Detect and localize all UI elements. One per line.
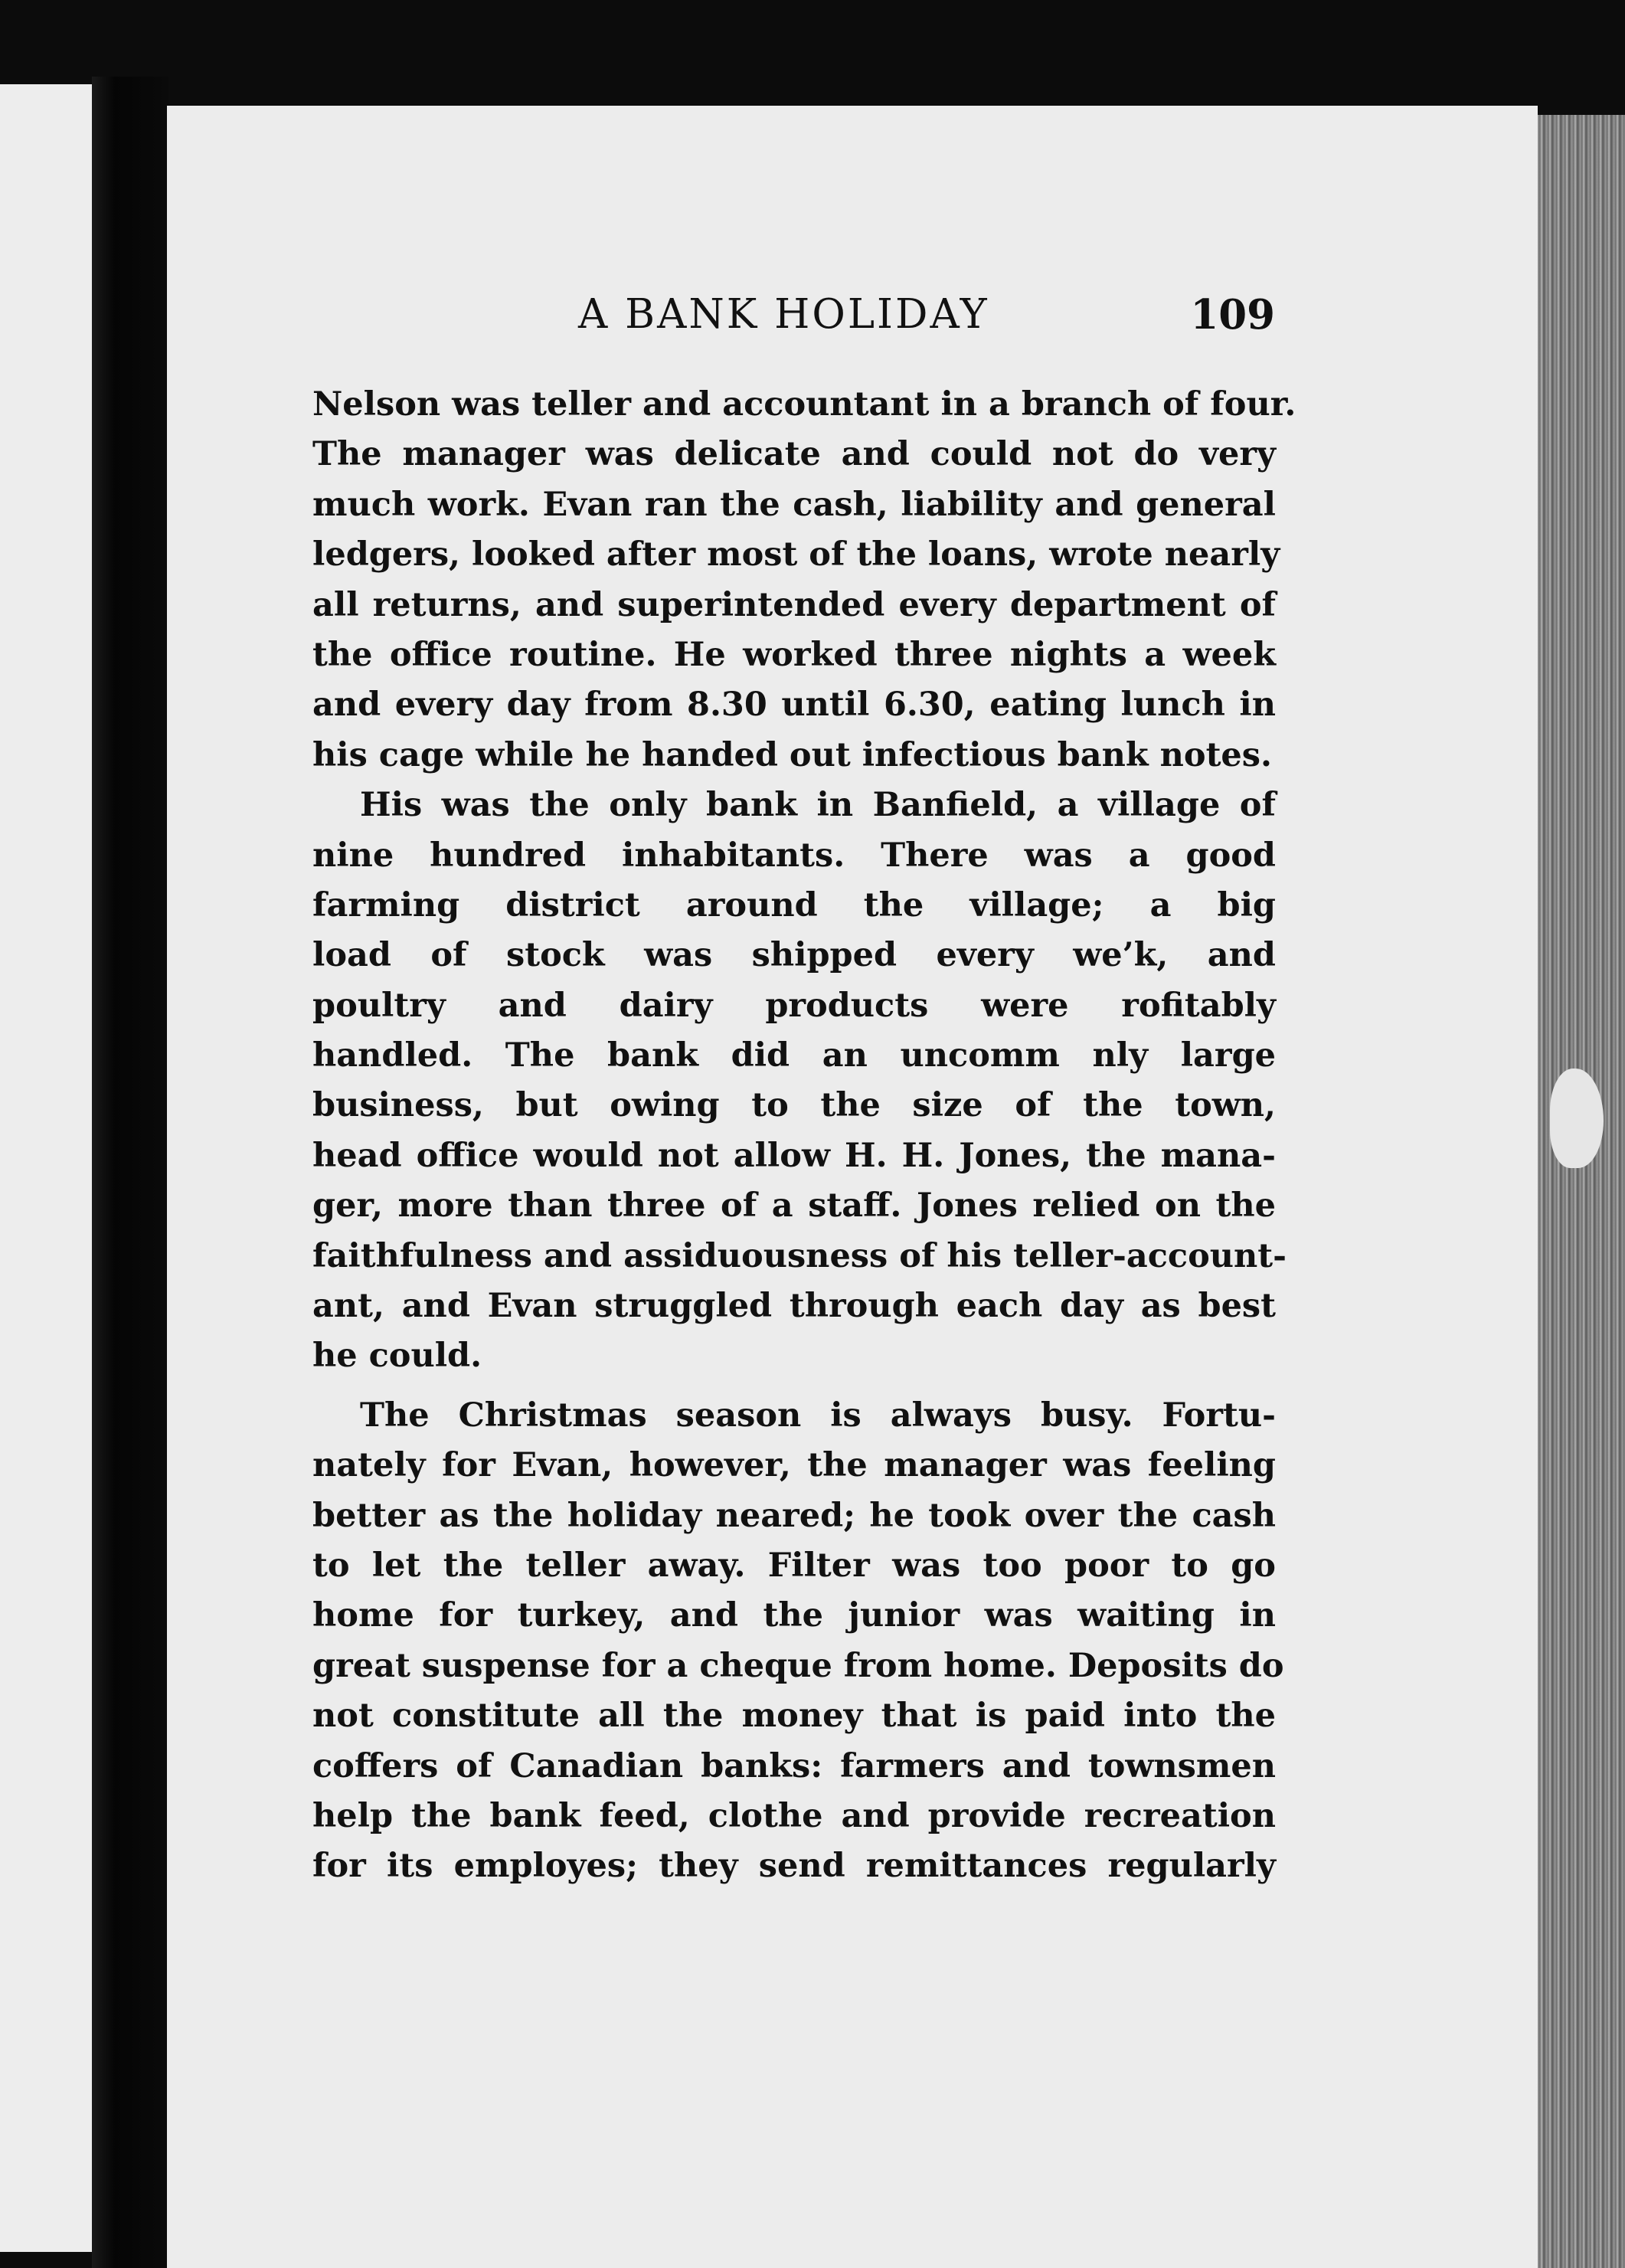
text-line: better as the holiday neared; he took over the cash bbox=[312, 1496, 1276, 1535]
text-line: the office routine. He worked three nights a week bbox=[312, 635, 1276, 674]
text-line: nately for Evan, however, the manager was feeling bbox=[312, 1446, 1276, 1485]
text-line: poultry and dairy products were rofitably bbox=[312, 986, 1276, 1025]
text-line: much work. Evan ran the cash, liability and general bbox=[312, 485, 1276, 524]
text-line: nine hundred inhabitants. There was a good bbox=[312, 836, 1276, 875]
text-line: his cage while he handed out infectious bank notes. bbox=[312, 735, 1272, 774]
text-line: and every day from 8.30 until 6.30, eating lunch in bbox=[312, 686, 1276, 725]
page-number: 109 bbox=[1190, 291, 1275, 339]
text-line: coffers of Canadian banks: farmers and townsmen bbox=[312, 1746, 1276, 1785]
paragraph-gap bbox=[312, 1382, 1276, 1391]
page-fore-edge bbox=[1538, 115, 1625, 2268]
text-line: home for turkey, and the junior was waiting in bbox=[312, 1596, 1276, 1635]
text-line: faithfulness and assiduousness of his teller-account- bbox=[312, 1236, 1287, 1275]
text-line: handled. The bank did an uncomm nly large bbox=[312, 1036, 1276, 1075]
text-line: all returns, and superintended every department of bbox=[312, 585, 1276, 624]
text-line: ant, and Evan struggled through each day as best bbox=[312, 1287, 1276, 1326]
text-line: not constitute all the money that is paid into the bbox=[312, 1697, 1276, 1736]
facing-page-edge bbox=[0, 84, 92, 2252]
text-line: farming district around the village; a big bbox=[312, 885, 1276, 925]
text-line: head office would not allow H. H. Jones, the mana- bbox=[312, 1136, 1276, 1175]
paragraph bbox=[312, 1391, 1284, 1892]
text-line: The manager was delicate and could not do very bbox=[312, 435, 1276, 474]
text-line: he could. bbox=[312, 1337, 482, 1376]
text-line: business, but owing to the size of the town, bbox=[312, 1086, 1276, 1125]
book-gutter bbox=[92, 77, 168, 2268]
text-line: The Christmas season is always busy. Fortu- bbox=[360, 1396, 1276, 1435]
running-head: A BANK HOLIDAY bbox=[578, 291, 989, 338]
text-line: ger, more than three of a staff. Jones relied on the bbox=[312, 1186, 1276, 1226]
text-line: for its employes; they send remittances regularly bbox=[312, 1847, 1276, 1886]
body-text bbox=[312, 380, 1296, 1892]
paper-damage-mark bbox=[1550, 1069, 1604, 1168]
text-line: Nelson was teller and accountant in a branch of four. bbox=[312, 385, 1296, 424]
text-line: great suspense for a cheque from home. Deposits do bbox=[312, 1646, 1284, 1685]
text-line: load of stock was shipped every we’k, and bbox=[312, 936, 1276, 975]
paragraph bbox=[312, 380, 1296, 781]
text-line: ledgers, looked after most of the loans, wrote nearly bbox=[312, 535, 1280, 574]
page-header bbox=[578, 291, 1275, 345]
text-line: His was the only bank in Banfield, a village of bbox=[360, 786, 1276, 825]
text-line: help the bank feed, clothe and provide recreation bbox=[312, 1796, 1276, 1835]
text-line: to let the teller away. Filter was too poor to go bbox=[312, 1546, 1276, 1585]
paragraph bbox=[312, 781, 1287, 1382]
